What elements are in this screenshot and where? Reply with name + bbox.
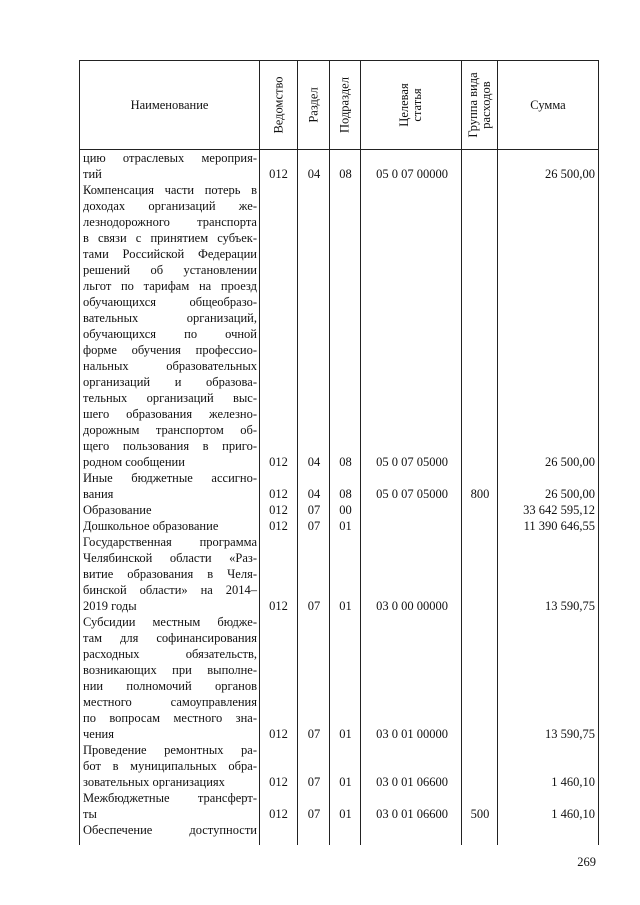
row-name-text: лезнодорожного транспорта xyxy=(83,215,257,229)
podrazdel-cell: 08 xyxy=(339,167,352,181)
header-summa-cell xyxy=(498,61,598,149)
podrazdel-cell: 01 xyxy=(339,519,352,533)
gruppa-cell xyxy=(463,774,497,790)
column-divider xyxy=(329,60,330,845)
razdel-cell: 04 xyxy=(307,167,321,181)
page-number: 269 xyxy=(577,855,596,869)
row-name-text: местного самоуправления xyxy=(83,695,257,709)
razdel-cell: 04 xyxy=(307,487,321,501)
row-name-text: возникающих при выполне- xyxy=(83,663,257,677)
podrazdel-cell: 00 xyxy=(339,503,352,517)
row-name-text: щего пользования в приго- xyxy=(83,439,257,453)
header-gruppa: Группа вида расходов xyxy=(465,72,493,138)
summa-cell: 33 642 595,12 xyxy=(523,503,595,517)
podrazdel-cell: 08 xyxy=(339,455,352,469)
column-divider xyxy=(497,60,498,845)
vedomstvo-cell: 012 xyxy=(269,519,288,533)
summa-cell: 13 590,75 xyxy=(545,727,595,741)
row-name-text: льгот по тарифам на проезд xyxy=(83,279,257,293)
header-razdel: Раздел xyxy=(306,87,320,123)
vedomstvo-cell: 012 xyxy=(269,775,288,789)
row-name-text: цию отраслевых мероприя- xyxy=(83,151,257,165)
summa-cell: 26 500,00 xyxy=(545,455,595,469)
razdel-cell: 07 xyxy=(307,775,321,789)
header-podrazdel: Подраздел xyxy=(337,77,352,133)
podrazdel-cell: 01 xyxy=(339,775,352,789)
summa-cell: 26 500,00 xyxy=(545,487,595,501)
row-name-text: там для софинансирования xyxy=(83,631,257,645)
razdel-cell: 07 xyxy=(307,807,321,821)
gruppa-cell xyxy=(463,518,497,534)
row-name-text: Дошкольное образование xyxy=(83,519,219,533)
row-name-text: Проведение ремонтных ра- xyxy=(83,743,257,757)
column-divider xyxy=(360,60,361,845)
row-name-text: Государственная программа xyxy=(83,535,257,549)
razdel-cell: 07 xyxy=(307,503,321,517)
summa-cell: 13 590,75 xyxy=(545,599,595,613)
celevaya-cell: 03 0 01 06600 xyxy=(376,807,448,821)
header-gruppa-cell xyxy=(462,61,497,149)
vedomstvo-cell: 012 xyxy=(269,599,288,613)
summa-cell: 26 500,00 xyxy=(545,167,595,181)
row-name-text: доходах организаций же- xyxy=(83,199,257,213)
row-name-text: Обеспечение доступности xyxy=(83,823,257,837)
header-name: Наименование xyxy=(130,97,209,112)
row-name-text: дорожным транспортом об- xyxy=(83,423,257,437)
header-name-cell xyxy=(80,61,259,149)
gruppa-cell xyxy=(463,166,497,182)
celevaya-cell: 05 0 07 05000 xyxy=(376,487,448,501)
row-name-text: родном сообщении xyxy=(83,455,185,469)
razdel-cell: 04 xyxy=(307,455,321,469)
razdel-cell: 07 xyxy=(307,519,321,533)
header-summa: Сумма xyxy=(530,97,566,112)
row-name-text: чения xyxy=(83,727,114,741)
row-name-text: тий xyxy=(83,167,102,181)
header-celevaya-cell xyxy=(361,61,461,149)
gruppa-cell xyxy=(463,454,497,470)
row-name-text: форме обучения профессио- xyxy=(83,343,257,357)
row-name-text: обучающихся по очной xyxy=(83,327,257,341)
summa-cell: 1 460,10 xyxy=(551,807,595,821)
row-name-text: нальных образовательных xyxy=(83,359,257,373)
gruppa-cell: 800 xyxy=(470,487,490,501)
header-celevaya: Целевая статья xyxy=(397,83,424,127)
celevaya-cell: 03 0 01 06600 xyxy=(376,775,448,789)
summa-cell: 11 390 646,55 xyxy=(523,519,595,533)
header-podrazdel-cell xyxy=(330,61,360,149)
razdel-cell: 07 xyxy=(307,599,321,613)
vedomstvo-cell: 012 xyxy=(269,503,288,517)
table-left-border xyxy=(79,60,80,845)
vedomstvo-cell: 012 xyxy=(269,807,288,821)
row-name-text: решений об установлении xyxy=(83,263,257,277)
row-name-text: зовательных организациях xyxy=(83,775,225,789)
row-name-text: Субсидии местным бюдже- xyxy=(83,615,257,629)
row-name-text: тами Российской Федерации xyxy=(83,247,257,261)
gruppa-cell xyxy=(463,502,497,518)
gruppa-cell xyxy=(463,598,497,614)
row-name-text: ты xyxy=(83,807,97,821)
row-name-text: Межбюджетные трансферт- xyxy=(83,791,257,805)
row-name-text: тельных организаций выс- xyxy=(83,391,257,405)
row-name-text: обучающихся общеобразо- xyxy=(83,295,257,309)
podrazdel-cell: 01 xyxy=(339,727,352,741)
row-name-text: нии полномочий органов xyxy=(83,679,257,693)
header-vedomstvo-cell xyxy=(260,61,297,149)
row-name-text: вательных организаций, xyxy=(83,311,257,325)
header-vedomstvo: Ведомство xyxy=(271,76,285,134)
row-name-text: бинской области» на 2014– xyxy=(83,583,257,597)
celevaya-cell xyxy=(362,502,462,518)
summa-cell: 1 460,10 xyxy=(551,775,595,789)
podrazdel-cell: 01 xyxy=(339,599,352,613)
row-name-text: шего образования железно- xyxy=(83,407,257,421)
celevaya-cell: 05 0 07 05000 xyxy=(376,455,448,469)
celevaya-cell: 03 0 00 00000 xyxy=(376,599,448,613)
gruppa-cell: 500 xyxy=(470,807,490,821)
row-name-text: Иные бюджетные ассигно- xyxy=(83,471,257,485)
row-name-text: витие образования в Челя- xyxy=(83,567,257,581)
row-name-text: бот в муниципальных обра- xyxy=(83,759,257,773)
vedomstvo-cell: 012 xyxy=(269,167,288,181)
row-name-text: Образование xyxy=(83,503,152,517)
podrazdel-cell: 01 xyxy=(339,807,352,821)
razdel-cell: 07 xyxy=(307,727,321,741)
vedomstvo-cell: 012 xyxy=(269,487,288,501)
celevaya-cell xyxy=(362,518,462,534)
column-divider xyxy=(297,60,298,845)
gruppa-cell xyxy=(463,726,497,742)
vedomstvo-cell: 012 xyxy=(269,727,288,741)
row-name-text: Челябинской области «Раз- xyxy=(83,551,257,565)
row-name-text: вания xyxy=(83,487,114,501)
row-name-text: организаций и образова- xyxy=(83,375,257,389)
column-divider xyxy=(259,60,260,845)
row-name-text: Компенсация части потерь в xyxy=(83,183,257,197)
row-name-text: по вопросам местного зна- xyxy=(83,711,257,725)
table-right-border xyxy=(598,60,599,845)
vedomstvo-cell: 012 xyxy=(269,455,288,469)
row-name-text: 2019 годы xyxy=(83,599,137,613)
row-name-text: расходных обязательств, xyxy=(83,647,257,661)
header-razdel-cell xyxy=(298,61,329,149)
celevaya-cell: 05 0 07 00000 xyxy=(376,167,448,181)
celevaya-cell: 03 0 01 00000 xyxy=(376,727,448,741)
podrazdel-cell: 08 xyxy=(339,487,352,501)
row-name-text: в связи с принятием субъек- xyxy=(83,231,257,245)
